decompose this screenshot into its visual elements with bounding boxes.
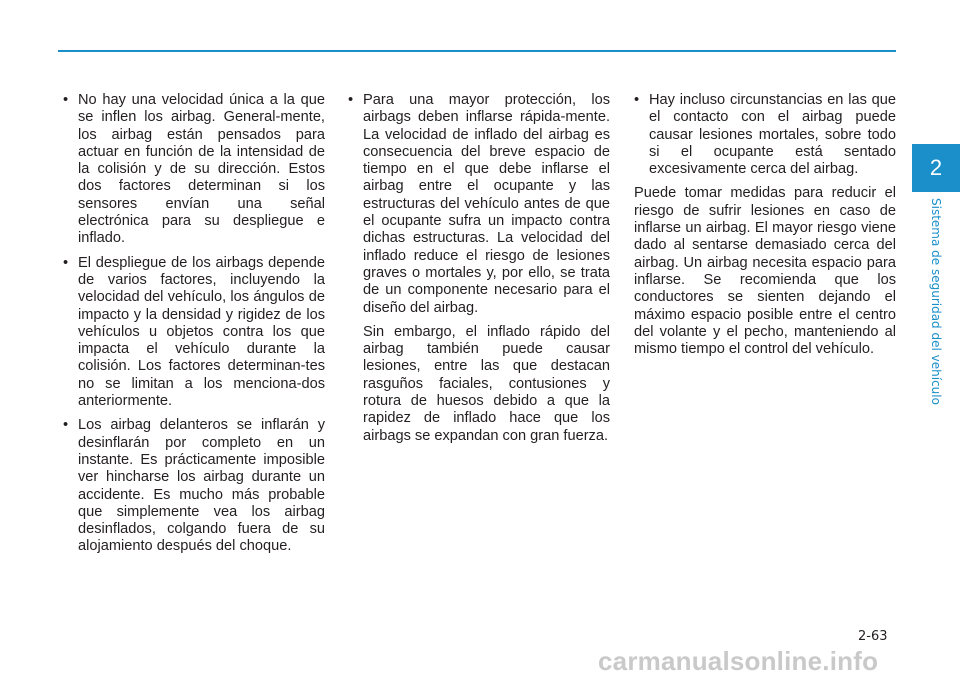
- bullet-item: [63, 92, 325, 248]
- bullet-text: No hay una velocidad única a la que se inflen los airbag. General-mente, los airbag están pensados para actuar en función de la intensidad de la colisión y de su dirección. Estos dos factores determinan si los sensores envían una señal electrónica para su despliegue e inflado.: [78, 92, 325, 247]
- bullet-dot: •: [63, 254, 69, 271]
- bullet-dot: •: [348, 92, 354, 108]
- bullet-item: [63, 255, 325, 411]
- bullet-dot: •: [63, 92, 69, 108]
- bullet-item: [348, 92, 610, 317]
- continuation-paragraph: Sin embargo, el inflado rápido del airbag también puede causar lesiones, entre las que destacan rasguños faciales, contusiones y rotura de huesos debido a que la rapidez de inflado hace que los airbags se expandan con gran fuerza.: [363, 323, 610, 444]
- bullet-text: Hay incluso circunstancias en las que el contacto con el airbag puede causar lesiones mortales, sobre todo si el ocupante está sentado excesivamente cerca del airbag.: [649, 92, 896, 178]
- bullet-text: Para una mayor protección, los airbags deben inflarse rápida-mente. La velocidad de inflado del airbag es consecuencia del breve espacio de tiempo en el que debe inflarse el airbag entre el ocupante y las estructuras del vehículo antes de que el ocupante sufra un impacto contra dichas estructuras. La velocidad del inflado reduce el riesgo de lesiones graves o mortales y, por ello, se trata de un componente necesario para el diseño del airbag.: [363, 92, 610, 316]
- bullet-dot: •: [63, 417, 69, 434]
- watermark: carmanualsonline.info: [598, 646, 879, 676]
- text-column-3: [634, 92, 896, 365]
- chapter-title: Sistema de seguridad del vehículo: [929, 198, 943, 405]
- chapter-number: 2: [929, 155, 943, 180]
- page-number: 2-63: [858, 629, 888, 644]
- text-column-2: [348, 92, 610, 452]
- bullet-text: El despliegue de los airbags depende de varios factores, incluyendo la velocidad del vehículo, los ángulos de impacto y la densidad y rigidez de los vehículos u objetos contra los que impacta el vehículo durante la colisión. Los factores determinan-tes no se limitan a los menciona-dos anteriormente.: [78, 254, 325, 410]
- bullet-item: [634, 92, 896, 178]
- bullet-dot: •: [634, 92, 640, 108]
- bullet-item: [63, 417, 325, 555]
- text-column-1: [63, 92, 325, 563]
- header-rule: [58, 50, 896, 52]
- bullet-text: Los airbag delanteros se inflarán y desinflarán por completo en un instante. Es prácticamente imposible ver hincharse los airbag durante un accidente. Es mucho más probable que simplemente vea los airbag desinflados, colgando fuera de su alojamiento después del choque.: [78, 417, 325, 555]
- body-paragraph: Puede tomar medidas para reducir el riesgo de sufrir lesiones en caso de inflarse un airbag. El mayor riesgo viene dado al sentarse demasiado cerca del airbag. Un airbag necesita espacio para inflarse. Se recomienda que los conductores se sienten dejando el máximo espacio posible entre el centro del volante y el pecho, manteniendo al mismo tiempo el control del vehículo.: [634, 185, 896, 358]
- chapter-tab: [912, 144, 960, 192]
